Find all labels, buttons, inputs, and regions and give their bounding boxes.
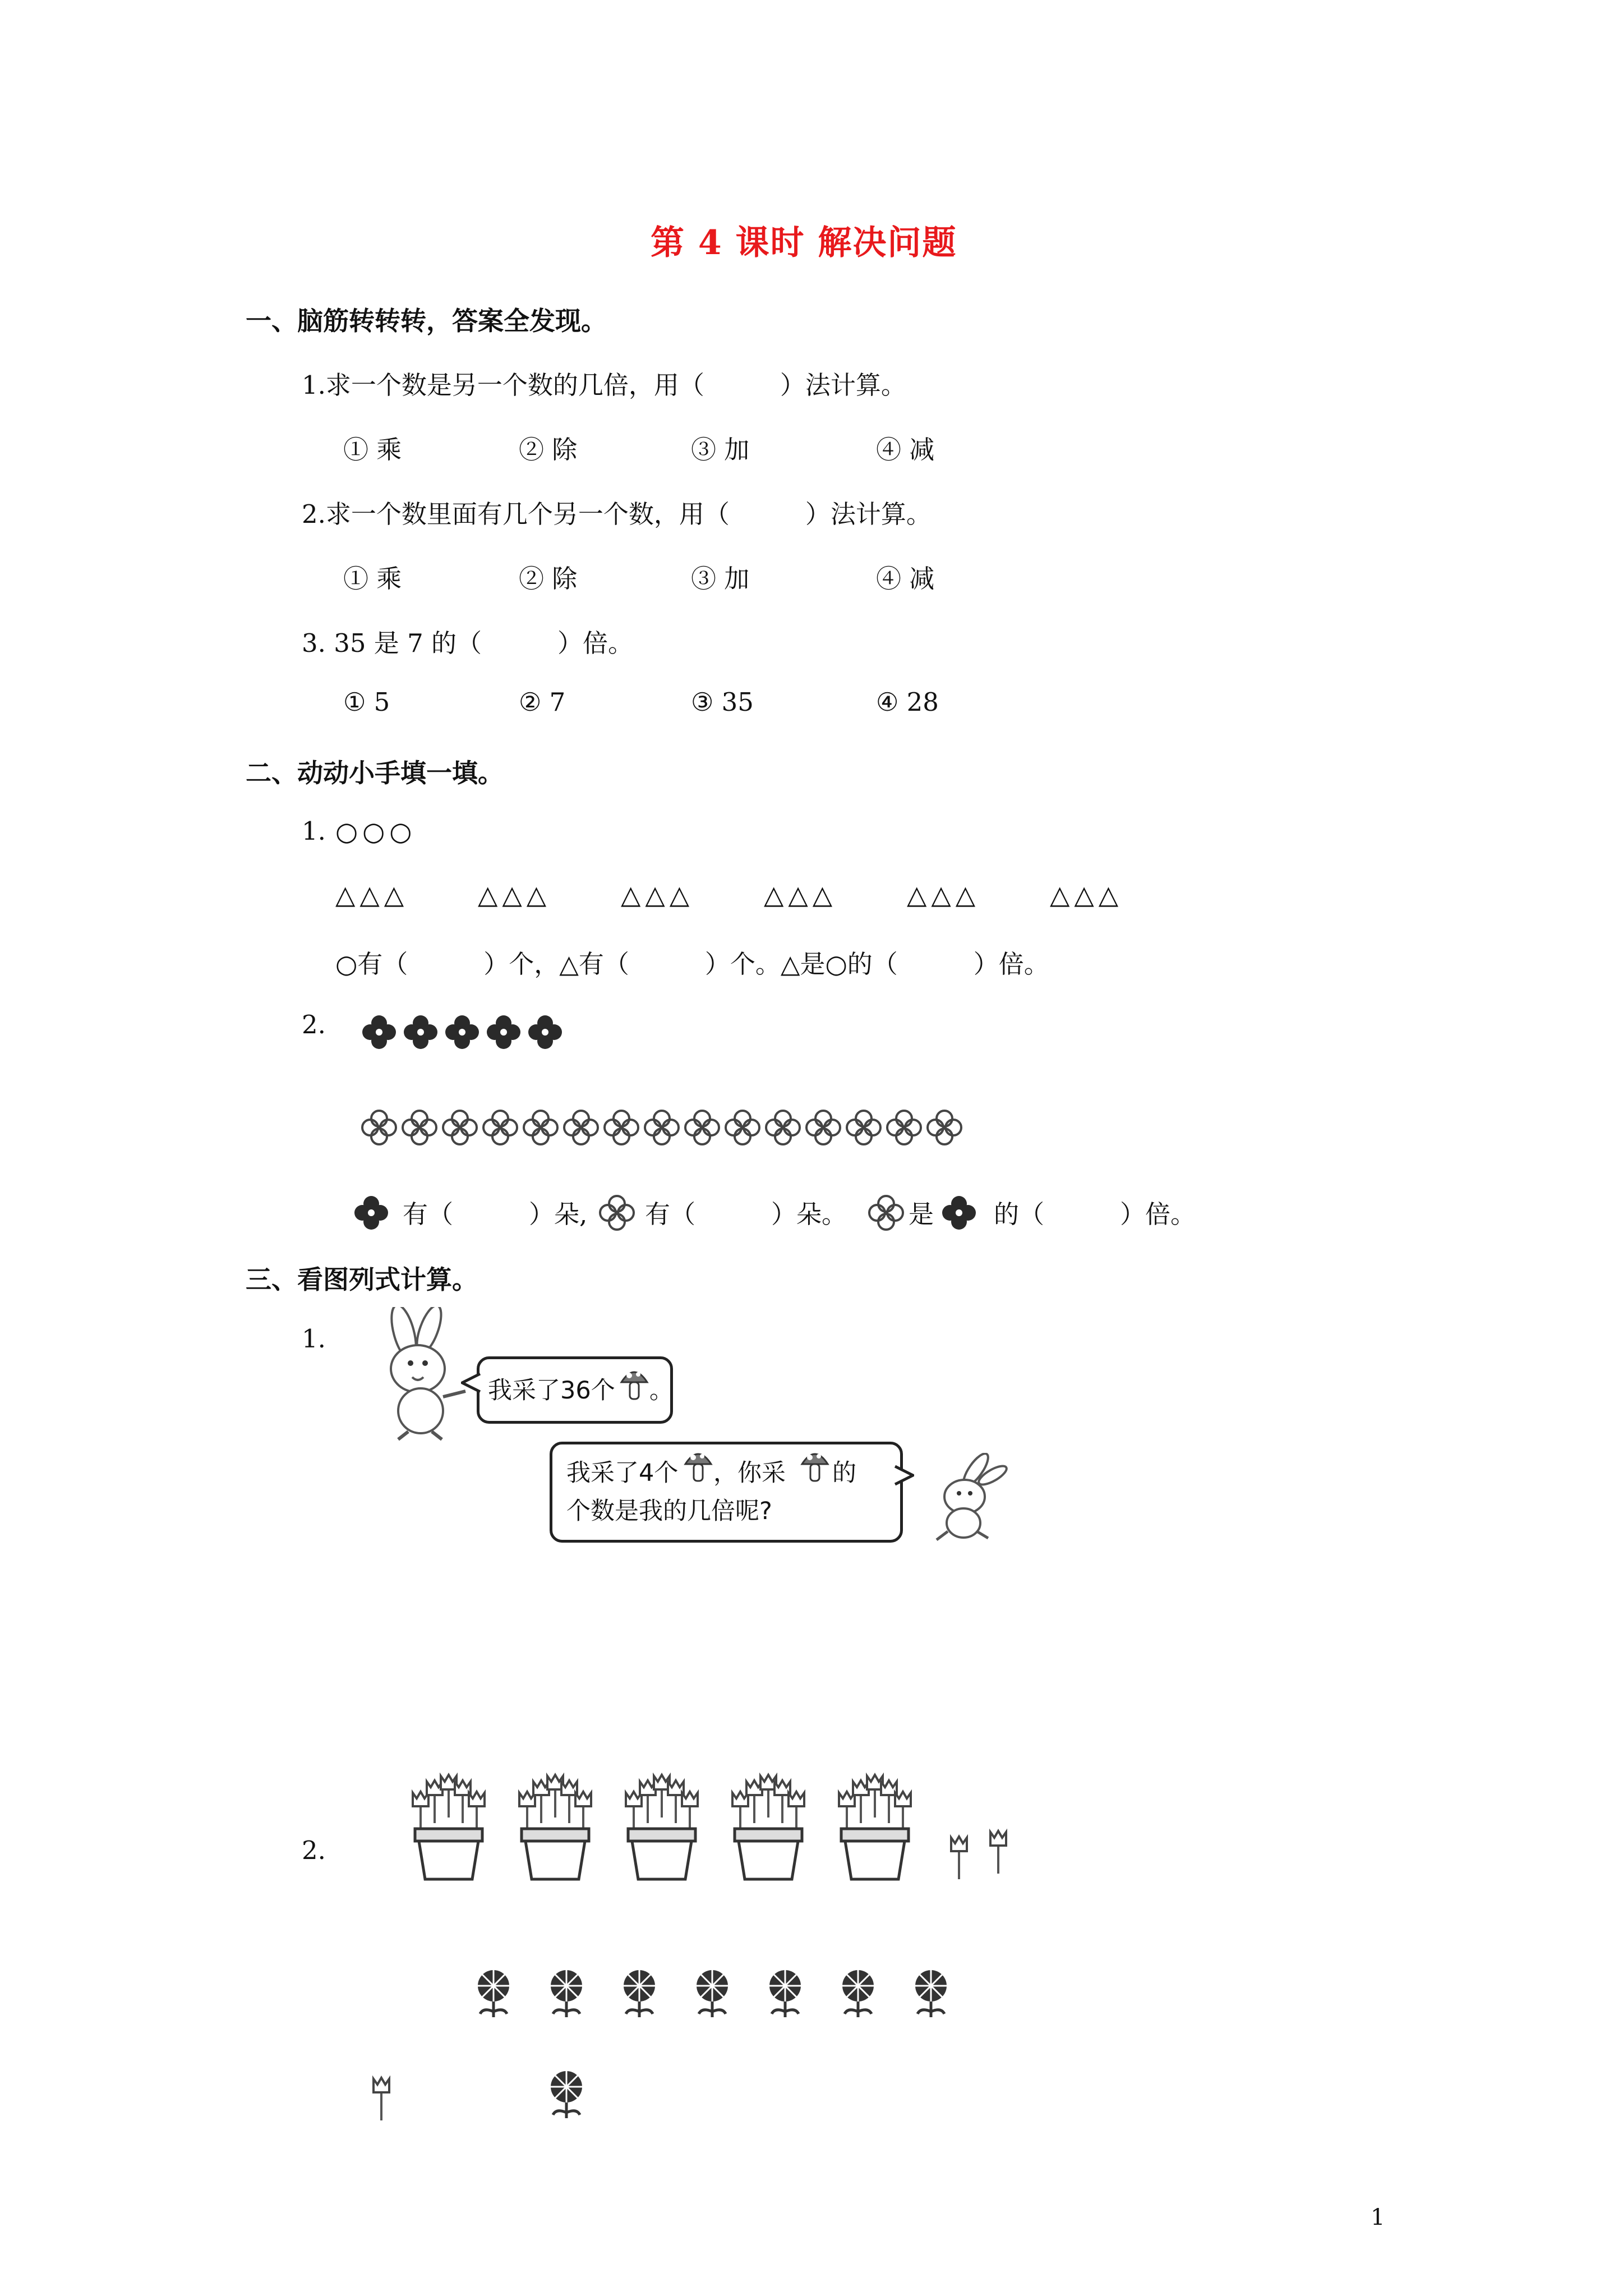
question-3-2-number: 2. — [302, 1835, 326, 1865]
speech-bubble-1-period: 。 — [649, 1377, 674, 1405]
question-1-1: 1.求一个数是另一个数的几倍，用（ ）法计算。 — [302, 370, 906, 400]
question-2-1-number: 1. — [302, 816, 326, 846]
speech-bubble-2-text-c: 的 — [832, 1459, 856, 1487]
triangle-group-5: △△△ — [907, 880, 980, 910]
chrysanthemum-icon — [541, 2064, 592, 2126]
q1-1-option-b: ② 除 — [519, 435, 578, 464]
mushroom-icon-2 — [683, 1444, 713, 1489]
page-title: 第 4 课时 解决问题 — [651, 223, 957, 263]
question-3-1-number: 1. — [302, 1324, 326, 1354]
dark-clover-row — [359, 1010, 566, 1055]
question-1-3: 3. 35 是 7 的（ ）倍。 — [302, 628, 634, 658]
q1-2-option-b: ② 除 — [519, 564, 578, 593]
speech-bubble-2-text-b: ，你采 — [713, 1459, 786, 1487]
question-2-2-number: 2. — [302, 1010, 326, 1039]
triangle-group-2: △△△ — [478, 880, 551, 910]
question-2-2-fill-b: 有（ ）朵。 — [645, 1199, 847, 1229]
section-3-heading: 三、看图列式计算。 — [246, 1264, 478, 1295]
q1-3-option-b: ② 7 — [519, 687, 566, 717]
page-number: 1 — [1371, 2205, 1385, 2230]
question-2-2-fill-a: 有（ ）朵, — [403, 1199, 588, 1229]
speech-bubble-1-tail — [461, 1372, 481, 1394]
q1-1-option-c: ③ 加 — [691, 435, 750, 464]
q1-2-option-c: ③ 加 — [691, 564, 750, 593]
q1-1-option-a: ① 乘 — [343, 435, 402, 464]
speech-bubble-1-text: 我采了36个 — [488, 1377, 615, 1405]
section-1-heading: 一、脑筋转转转，答案全发现。 — [246, 306, 607, 336]
q1-2-option-a: ① 乘 — [343, 564, 402, 593]
speech-bubble-2-text-line2: 个数是我的几倍呢? — [566, 1497, 772, 1525]
triangle-group-1: △△△ — [335, 880, 409, 910]
circles-row: ○○○ — [335, 816, 417, 846]
mushroom-icon-3 — [800, 1444, 830, 1489]
triangle-group-4: △△△ — [764, 880, 837, 910]
q1-1-option-d: ④ 减 — [876, 435, 935, 464]
question-2-2-fill-c: 是 — [909, 1199, 934, 1229]
mushroom-icon — [619, 1362, 649, 1407]
dark-clover-icon-2 — [937, 1190, 981, 1235]
tulip-pots-illustration — [404, 1773, 1038, 1907]
q1-2-option-d: ④ 减 — [876, 564, 935, 593]
question-1-2: 2.求一个数里面有几个另一个数，用（ ）法计算。 — [302, 499, 932, 529]
dark-clover-icon — [349, 1190, 394, 1235]
rabbit-illustration — [365, 1307, 477, 1442]
question-2-1-fill: ○有（ ）个，△有（ ）个。△是○的（ ）倍。 — [335, 949, 1049, 979]
light-clover-row — [359, 1105, 970, 1150]
light-clover-icon — [594, 1190, 639, 1235]
speech-bubble-2-text-a: 我采了4个 — [566, 1459, 679, 1487]
q1-3-option-a: ① 5 — [343, 687, 390, 717]
tulip-icon — [359, 2070, 404, 2126]
triangle-group-3: △△△ — [621, 880, 694, 910]
q1-3-option-c: ③ 35 — [691, 687, 754, 717]
light-clover-icon-2 — [864, 1190, 909, 1235]
speech-bubble-2-tail — [894, 1464, 914, 1487]
small-rabbit-illustration — [925, 1453, 1009, 1543]
chrysanthemum-row-illustration — [465, 1963, 981, 2031]
section-2-heading: 二、动动小手填一填。 — [246, 758, 504, 788]
question-2-2-fill-d: 的（ ）倍。 — [994, 1199, 1196, 1229]
triangle-group-6: △△△ — [1050, 880, 1123, 910]
q1-3-option-d: ④ 28 — [876, 687, 939, 717]
